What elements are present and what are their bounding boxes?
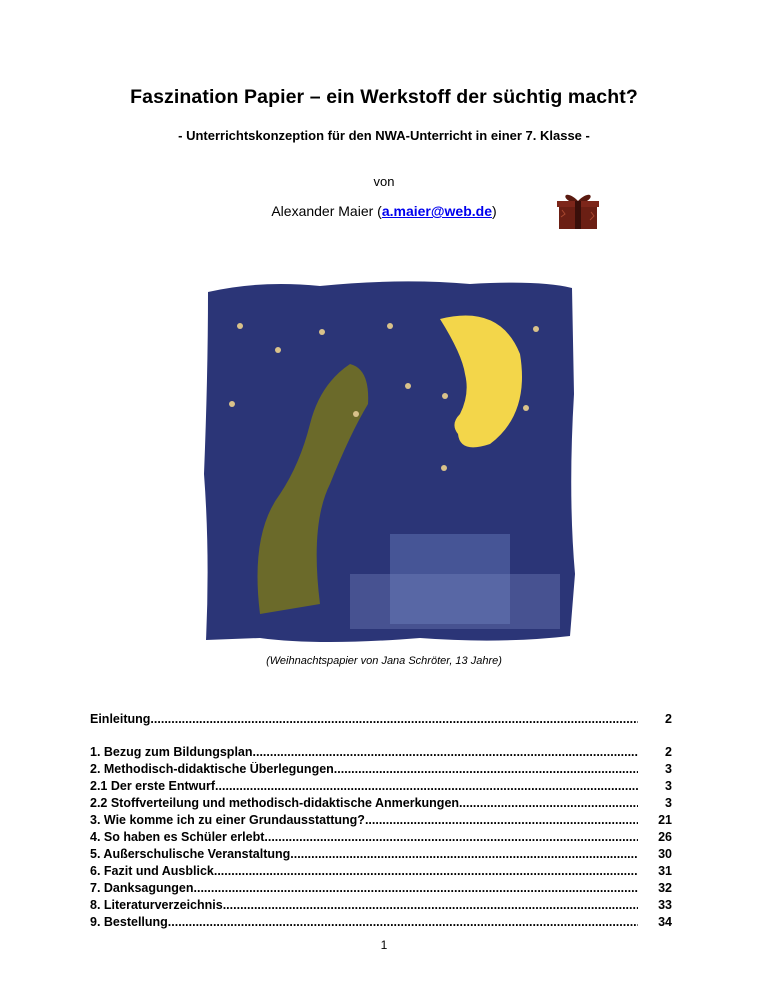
toc-entry-label: 1. Bezug zum Bildungsplan ..... bbox=[90, 745, 638, 759]
author-suffix: ) bbox=[491, 203, 497, 219]
toc-entry[interactable] bbox=[90, 796, 672, 813]
toc-entry-label: 5. Außerschulische Veranstaltung ..... bbox=[90, 847, 638, 861]
toc-entry-page: 33 bbox=[658, 898, 672, 912]
toc-entry[interactable] bbox=[90, 779, 672, 796]
toc-entry-page: 3 bbox=[665, 779, 672, 793]
toc-entry-label: 2.1 Der erste Entwurf ..... bbox=[90, 779, 638, 793]
toc-entry[interactable] bbox=[90, 712, 672, 729]
by-label: von bbox=[373, 174, 395, 189]
toc-entry-page: 31 bbox=[658, 864, 672, 878]
toc-entry[interactable] bbox=[90, 898, 672, 915]
toc-entry-label: 4. So haben es Schüler erlebt ..... bbox=[90, 830, 638, 844]
author-line bbox=[0, 203, 768, 219]
toc-entry-label: 7. Danksagungen ..... bbox=[90, 881, 638, 895]
author-email-link[interactable]: a.maier@web.de bbox=[381, 203, 492, 219]
toc-entry-page: 3 bbox=[665, 762, 672, 776]
page-number: 1 bbox=[380, 938, 388, 952]
document-title: Faszination Papier – ein Werkstoff der süchtig macht? bbox=[130, 86, 638, 108]
toc-entry-page: 26 bbox=[658, 830, 672, 844]
toc-entry[interactable] bbox=[90, 745, 672, 762]
toc-entry-label: 2. Methodisch-didaktische Überlegungen ..... bbox=[90, 762, 638, 776]
toc-entry-page: 3 bbox=[665, 796, 672, 810]
toc-entry-page: 34 bbox=[658, 915, 672, 929]
toc-entry[interactable] bbox=[90, 847, 672, 864]
christmas-paper-artwork bbox=[200, 274, 578, 646]
toc-entry-label: Einleitung ..... bbox=[90, 712, 638, 726]
toc-entry-page: 32 bbox=[658, 881, 672, 895]
figure-caption: (Weihnachtspapier von Jana Schröter, 13 Jahre) bbox=[266, 655, 502, 667]
toc-entry[interactable] bbox=[90, 830, 672, 847]
toc-entry-label: 3. Wie komme ich zu einer Grundausstattung? ..... bbox=[90, 813, 638, 827]
toc-entry[interactable] bbox=[90, 762, 672, 779]
toc-entry[interactable] bbox=[90, 881, 672, 898]
toc-entry-page: 30 bbox=[658, 847, 672, 861]
document-subtitle: - Unterrichtskonzeption für den NWA-Unterricht in einer 7. Klasse - bbox=[178, 128, 590, 143]
toc-entry[interactable] bbox=[90, 864, 672, 881]
toc-entry-page: 2 bbox=[665, 745, 672, 759]
toc-entry[interactable] bbox=[90, 915, 672, 932]
toc-entry-label: 2.2 Stoffverteilung und methodisch-didaktische Anmerkungen ..... bbox=[90, 796, 638, 810]
toc-entry-label: 8. Literaturverzeichnis ..... bbox=[90, 898, 638, 912]
toc-entry-page: 2 bbox=[665, 712, 672, 726]
toc-entry-label: 6. Fazit und Ausblick ..... bbox=[90, 864, 638, 878]
toc-entry[interactable] bbox=[90, 813, 672, 830]
author-name: Alexander Maier ( bbox=[271, 203, 382, 219]
gift-box-icon[interactable] bbox=[553, 190, 603, 230]
toc-entry-page: 21 bbox=[658, 813, 672, 827]
toc-entry-label: 9. Bestellung ..... bbox=[90, 915, 638, 929]
